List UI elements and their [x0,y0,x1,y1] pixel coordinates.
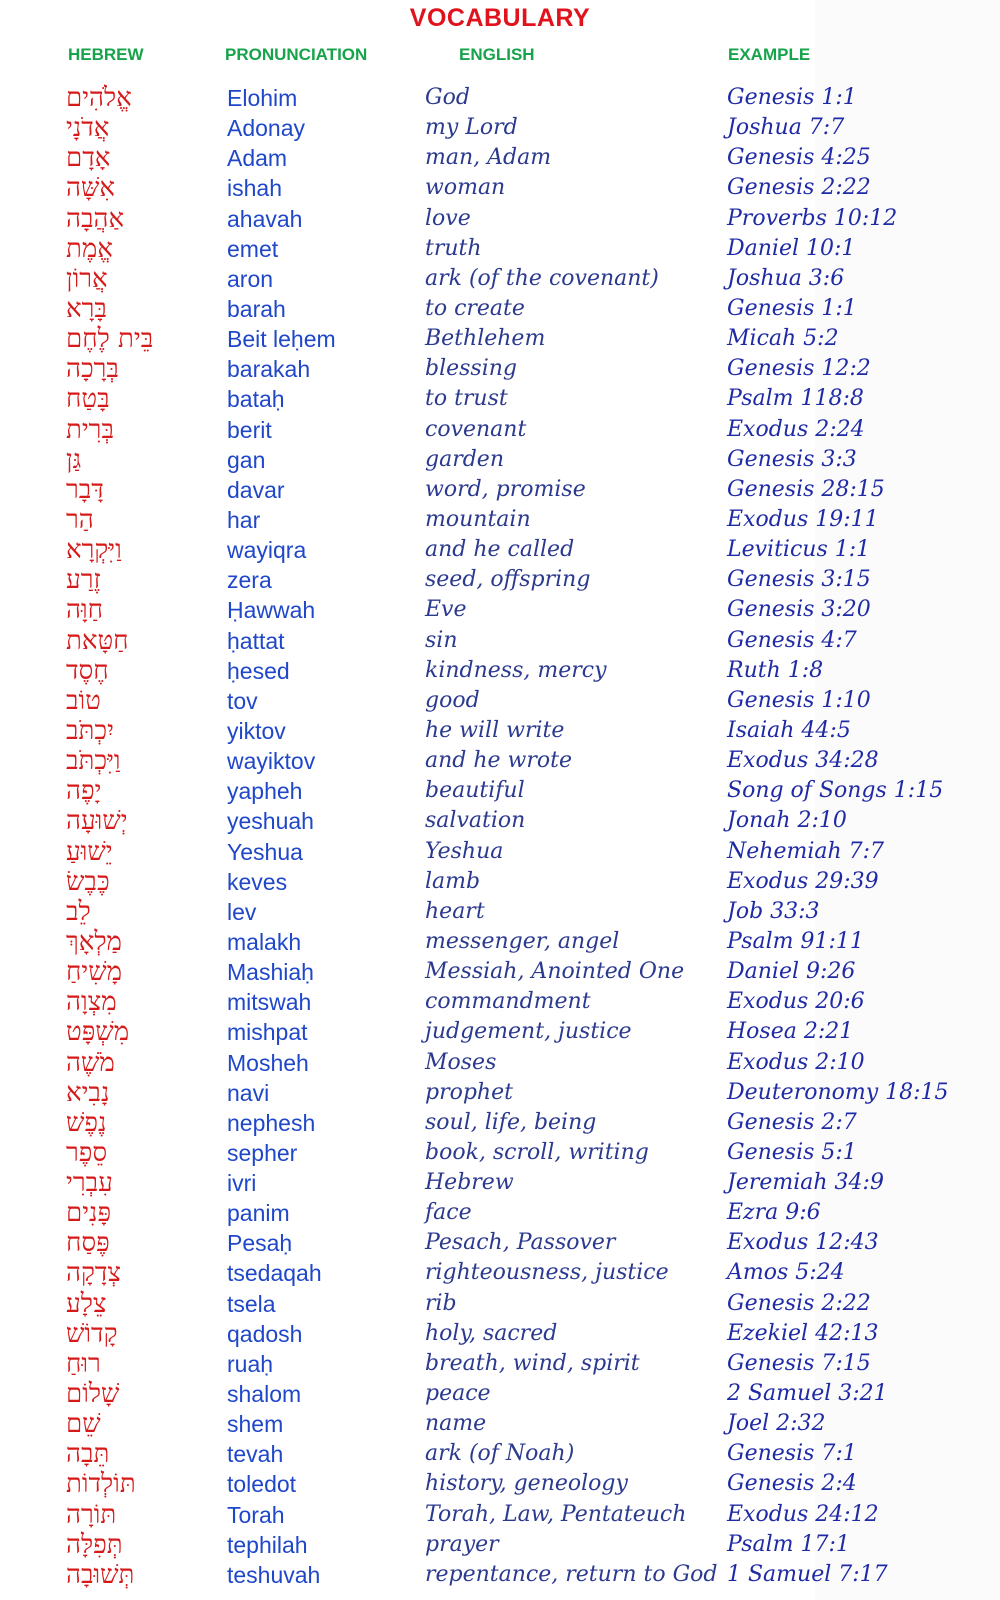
english-meaning: Messiah, Anointed One [425,959,685,985]
hebrew-word: מִשְׁפָּט [66,1017,130,1048]
example-reference: Psalm 91:11 [727,928,864,954]
pronunciation: tsedaqah [227,1260,322,1287]
english-meaning: ark (of Noah) [425,1441,575,1467]
vocab-row [0,1530,1000,1560]
pronunciation: navi [227,1079,270,1106]
english-meaning: holy, sacred [425,1320,558,1346]
pronunciation: lev [227,898,257,925]
example-reference: Exodus 12:43 [727,1230,879,1256]
example-reference: Genesis 7:15 [727,1350,871,1376]
example-reference: Genesis 7:1 [727,1441,857,1467]
vocab-row [0,384,1000,414]
vocab-row [0,837,1000,867]
pronunciation: yapheh [227,778,303,805]
hebrew-word: אִשָּׁה [66,173,115,204]
hebrew-word: וַיִּכְתֹּב [66,746,121,777]
pronunciation: Ḥawwah [227,597,316,624]
english-meaning: face [425,1200,472,1226]
english-meaning: love [425,205,471,231]
pronunciation: ivri [227,1170,257,1197]
pronunciation: emet [227,235,279,262]
english-meaning: righteousness, justice [425,1260,669,1286]
hebrew-word: גַּן [66,444,82,475]
hebrew-word: אַהֲבָה [66,203,125,234]
example-reference: Amos 5:24 [727,1260,845,1286]
hebrew-word: תֵּבָה [66,1439,110,1470]
english-meaning: good [425,687,480,713]
header-example: EXAMPLE [728,45,811,64]
example-reference: Exodus 34:28 [727,748,879,774]
hebrew-word: תְּפִלָּה [66,1529,123,1560]
vocab-row [0,1439,1000,1469]
vocab-row [0,987,1000,1017]
english-meaning: and he wrote [425,748,572,774]
english-meaning: he will write [425,717,565,743]
hebrew-word: בָּטַח [66,384,110,415]
example-reference: Genesis 28:15 [727,476,885,502]
pronunciation: tephilah [227,1531,308,1558]
example-reference: Genesis 3:20 [727,597,871,623]
example-reference: Job 33:3 [727,898,820,924]
example-reference: Genesis 12:2 [727,356,871,382]
pronunciation: tov [227,687,258,714]
hebrew-word: שֵׁם [66,1409,101,1440]
pronunciation: ishah [227,175,282,202]
english-meaning: soul, life, being [425,1109,597,1135]
example-reference: Genesis 1:1 [727,85,857,110]
english-meaning: peace [425,1381,491,1407]
hebrew-word: אֲרוֹן [66,263,108,294]
vocab-row [0,234,1000,264]
hebrew-word: פָּנִים [66,1198,112,1229]
english-meaning: Bethlehem [425,326,546,352]
pronunciation: har [227,506,261,533]
vocab-row [0,806,1000,836]
example-reference: Daniel 9:26 [727,959,856,985]
vocab-row [0,204,1000,234]
english-meaning: covenant [425,416,527,442]
vocab-row [0,1560,1000,1590]
example-reference: Proverbs 10:12 [727,205,898,231]
example-reference: Ruth 1:8 [727,657,824,683]
hebrew-word: חֶסֶד [66,655,109,686]
pronunciation: tevah [227,1441,284,1468]
example-reference: Ezra 9:6 [727,1200,821,1226]
pronunciation: Beit leḥem [227,326,336,353]
english-meaning: Eve [425,597,467,623]
hebrew-word: טוֹב [66,685,101,716]
english-meaning: salvation [425,808,526,834]
pronunciation: yeshuah [227,808,314,835]
vocab-row [0,1168,1000,1198]
example-reference: Exodus 19:11 [727,506,879,532]
pronunciation: barakah [227,356,311,383]
pronunciation: mishpat [227,1019,308,1046]
hebrew-word: מָשִׁיחַ [66,957,123,988]
pronunciation: Mosheh [227,1049,309,1076]
english-meaning: kindness, mercy [425,657,607,683]
pronunciation: mitswah [227,989,312,1016]
vocab-row [0,1500,1000,1530]
hebrew-word: תּוֹלְדוֹת [66,1469,136,1500]
pronunciation: Torah [227,1501,285,1528]
hebrew-word: בָּרָא [66,293,107,324]
example-reference: Leviticus 1:1 [727,537,871,563]
hebrew-word: צֵלָע [66,1288,107,1319]
vocab-row [0,415,1000,445]
vocab-row [0,445,1000,475]
vocab-row [0,1198,1000,1228]
vocab-row [0,264,1000,294]
pronunciation: Pesaḥ [227,1230,293,1257]
hebrew-word: יֵשׁוּעַ [66,836,113,867]
vocab-row [0,897,1000,927]
example-reference: Genesis 5:1 [727,1139,857,1165]
hebrew-word: אָדָם [66,143,111,174]
english-meaning: word, promise [425,476,586,502]
example-reference: Genesis 2:22 [727,175,871,201]
vocab-row [0,1258,1000,1288]
example-reference: Ezekiel 42:13 [727,1320,879,1346]
pronunciation: wayiqra [227,537,307,564]
example-reference: Genesis 2:22 [727,1290,871,1316]
english-meaning: name [425,1411,487,1437]
example-reference: Genesis 1:10 [727,687,871,713]
vocab-row [0,656,1000,686]
pronunciation: ruaḥ [227,1350,274,1377]
pronunciation: barah [227,295,286,322]
pronunciation: ḥesed [227,657,290,684]
pronunciation: zera [227,567,272,594]
pronunciation: keves [227,868,288,895]
english-meaning: Torah, Law, Pentateuch [425,1501,687,1527]
pronunciation: yiktov [227,717,286,744]
example-reference: Genesis 4:7 [727,627,857,653]
vocab-row [0,475,1000,505]
hebrew-word: מִצְוָה [66,987,117,1018]
hebrew-word: סֵפֶר [66,1137,108,1168]
english-meaning: heart [425,898,485,924]
english-meaning: repentance, return to God [425,1561,718,1587]
hebrew-word: זֶרַע [66,565,101,596]
vocab-row [0,354,1000,384]
pronunciation: Elohim [227,85,298,111]
hebrew-word: אֲדֹנָי [66,113,110,144]
english-meaning: Hebrew [425,1170,514,1196]
hebrew-word: אֱמֶת [66,233,113,264]
vocab-row [0,143,1000,173]
example-reference: Joshua 3:6 [727,265,845,291]
pronunciation: wayiktov [227,748,316,775]
vocab-row [0,927,1000,957]
vocab-row [0,776,1000,806]
example-reference: Exodus 2:24 [727,416,865,442]
vocab-row [0,1349,1000,1379]
hebrew-word: קָדוֹשׁ [66,1318,118,1349]
pronunciation: ahavah [227,205,303,232]
vocab-row [0,83,1000,113]
pronunciation: nephesh [227,1109,316,1136]
vocab-row [0,1138,1000,1168]
vocab-row [0,535,1000,565]
english-meaning: prophet [425,1079,513,1105]
english-meaning: woman [425,175,506,201]
vocabulary-list [0,83,1000,1590]
english-meaning: beautiful [425,778,525,804]
vocab-row [0,626,1000,656]
pronunciation: qadosh [227,1320,303,1347]
vocab-row [0,1108,1000,1138]
hebrew-word: בֵּית לֶחֶם [66,324,154,355]
vocab-row [0,1017,1000,1047]
example-reference: Exodus 29:39 [727,868,879,894]
example-reference: Joel 2:32 [727,1411,826,1437]
vocab-row [0,505,1000,535]
english-meaning: God [425,85,470,110]
pronunciation: davar [227,476,285,503]
vocab-row [0,1228,1000,1258]
vocab-row [0,1409,1000,1439]
example-reference: Genesis 2:4 [727,1471,857,1497]
hebrew-word: לֵב [66,896,91,927]
hebrew-word: אֱלֹהִים [66,83,132,113]
example-reference: Psalm 118:8 [727,386,864,412]
vocab-row [0,1048,1000,1078]
english-meaning: prayer [425,1531,499,1557]
english-meaning: Yeshua [425,838,504,864]
example-reference: Exodus 20:6 [727,989,865,1015]
example-reference: Genesis 3:3 [727,446,857,472]
hebrew-word: תּוֹרָה [66,1499,117,1530]
pronunciation: Yeshua [227,838,303,865]
vocab-row [0,324,1000,354]
vocab-row [0,867,1000,897]
english-meaning: garden [425,446,504,472]
english-meaning: judgement, justice [425,1019,632,1045]
english-meaning: rib [425,1290,457,1316]
vocab-row [0,716,1000,746]
example-reference: Song of Songs 1:15 [727,778,944,804]
english-meaning: blessing [425,356,518,382]
english-meaning: history, geneology [425,1471,628,1497]
hebrew-word: מַלְאָךְ [66,926,122,957]
vocab-row [0,173,1000,203]
page-title: VOCABULARY [409,4,591,32]
english-meaning: breath, wind, spirit [425,1350,640,1376]
example-reference: 2 Samuel 3:21 [727,1381,888,1407]
hebrew-word: שָׁלוֹם [66,1379,120,1410]
hebrew-word: תְּשׁוּבָה [66,1559,135,1590]
pronunciation: bataḥ [227,386,285,413]
pronunciation: panim [227,1200,290,1227]
pronunciation: Adonay [227,115,306,142]
vocab-row [0,1078,1000,1108]
example-reference: Genesis 4:25 [727,145,871,171]
english-meaning: to create [425,295,525,321]
hebrew-word: יִכְתֹּב [66,715,114,746]
example-reference: Daniel 10:1 [727,235,856,261]
hebrew-word: צְדָקָה [66,1258,121,1289]
english-meaning: and he called [425,537,575,563]
english-meaning: mountain [425,506,531,532]
pronunciation: shem [227,1411,284,1438]
vocab-row [0,1319,1000,1349]
english-meaning: book, scroll, writing [425,1139,649,1165]
example-reference: Micah 5:2 [727,326,839,352]
hebrew-word: יָפֶה [66,776,102,807]
pronunciation: ḥattat [227,627,285,654]
hebrew-word: וַיִּקְרָא [66,535,122,566]
pronunciation: Adam [227,145,288,172]
pronunciation: berit [227,416,272,443]
pronunciation: toledot [227,1471,297,1498]
hebrew-word: בְּרָכָה [66,354,119,385]
english-meaning: to trust [425,386,508,412]
vocab-row [0,595,1000,625]
example-reference: Nehemiah 7:7 [727,838,885,864]
example-reference: Joshua 7:7 [727,115,845,141]
vocab-row [0,746,1000,776]
vocab-row [0,294,1000,324]
hebrew-word: רוּחַ [66,1348,101,1379]
example-reference: Psalm 17:1 [727,1531,850,1557]
pronunciation: gan [227,446,266,473]
vocab-row [0,1469,1000,1499]
english-meaning: sin [425,627,458,653]
example-reference: Jeremiah 34:9 [727,1170,884,1196]
vocab-row [0,957,1000,987]
hebrew-word: הַר [66,504,94,535]
english-meaning: Moses [425,1049,497,1075]
english-meaning: messenger, angel [425,928,620,954]
pronunciation: Mashiaḥ [227,959,314,986]
english-meaning: truth [425,235,482,261]
example-reference: Hosea 2:21 [727,1019,854,1045]
pronunciation: shalom [227,1381,302,1408]
english-meaning: Pesach, Passover [425,1230,616,1256]
english-meaning: lamb [425,868,481,894]
example-reference: Genesis 2:7 [727,1109,857,1135]
pronunciation: teshuvah [227,1561,321,1588]
example-reference: Exodus 2:10 [727,1049,865,1075]
hebrew-word: פֶּסַח [66,1228,110,1259]
example-reference: 1 Samuel 7:17 [727,1561,888,1587]
hebrew-word: נֶפֶשׁ [66,1107,107,1138]
english-meaning: man, Adam [425,145,552,171]
vocab-row [0,565,1000,595]
english-meaning: my Lord [425,115,518,141]
example-reference: Genesis 1:1 [727,295,857,321]
hebrew-word: מֹשֶׁה [66,1047,115,1078]
pronunciation: malakh [227,928,302,955]
vocab-row [0,113,1000,143]
example-reference: Exodus 24:12 [727,1501,879,1527]
column-headers [0,45,1000,69]
example-reference: Jonah 2:10 [727,808,847,834]
example-reference: Deuteronomy 18:15 [727,1079,949,1105]
header-pronunciation: PRONUNCIATION [225,45,368,64]
vocab-row [0,1379,1000,1409]
pronunciation: aron [227,265,274,292]
english-meaning: ark (of the covenant) [425,265,659,291]
header-hebrew: HEBREW [68,45,144,64]
hebrew-word: חַטָּאת [66,625,129,656]
hebrew-word: עִבְרִי [66,1168,113,1199]
pronunciation: tsela [227,1290,276,1317]
example-reference: Isaiah 44:5 [727,717,851,743]
hebrew-word: נָבִיא [66,1077,110,1108]
english-meaning: seed, offspring [425,567,591,593]
english-meaning: commandment [425,989,591,1015]
pronunciation: sepher [227,1139,298,1166]
hebrew-word: כֶּבֶשׂ [66,866,110,897]
header-english: ENGLISH [459,45,535,64]
hebrew-word: יְשׁוּעָה [66,806,128,837]
hebrew-word: דָּבָר [66,474,104,505]
hebrew-word: חַוָּה [66,595,103,626]
vocab-row [0,1289,1000,1319]
example-reference: Genesis 3:15 [727,567,871,593]
vocab-row [0,686,1000,716]
hebrew-word: בְּרִית [66,414,114,445]
